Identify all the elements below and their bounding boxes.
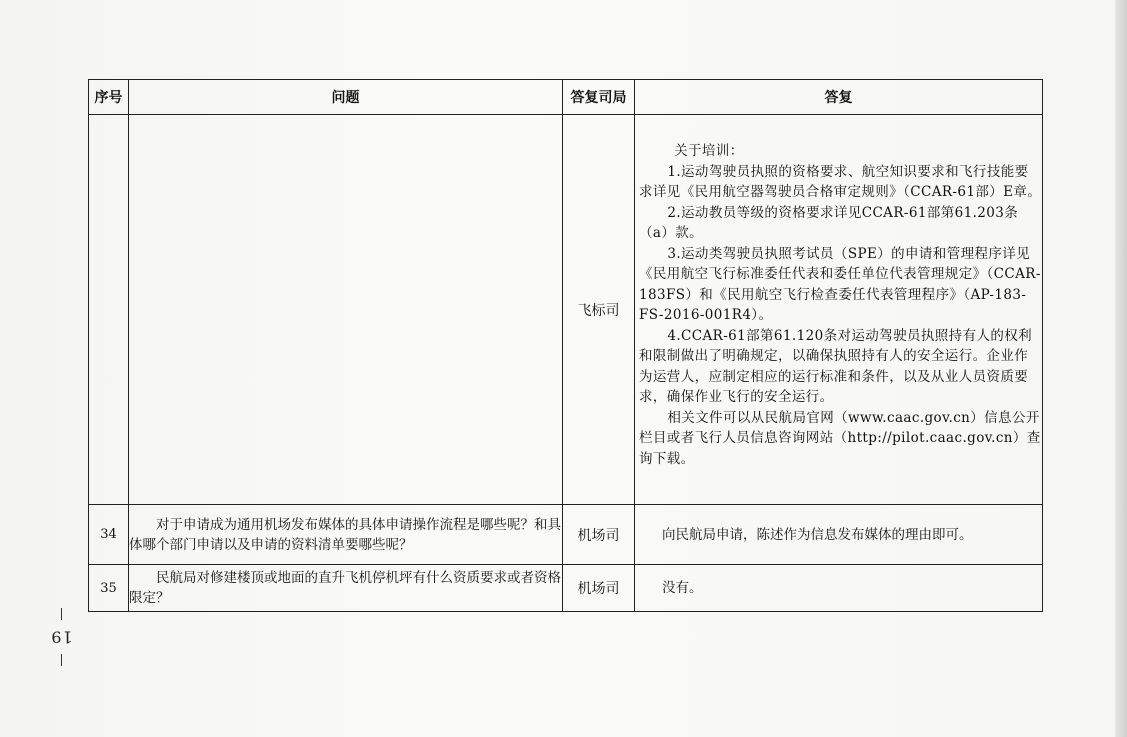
qa-table: [88, 79, 1043, 612]
row-question: [129, 115, 563, 505]
page-number: [48, 608, 74, 672]
header-question: 问题: [129, 80, 563, 115]
answer-line: 1.运动驾驶员执照的资格要求、航空知识要求和飞行技能要求详见《民用航空器驾驶员合格审定规则》（CCAR-61部）E章。: [639, 163, 1042, 200]
answer-line: 4.CCAR-61部第61.120条对运动驾驶员执照持有人的权利和限制做出了明确规定，以确保执照持有人的安全运行。企业作为运营人，应制定相应的运行标准和条件，以及从业人员资质要求，确保作业飞行的安全运行。: [639, 327, 1033, 405]
answer-line: 2.运动教员等级的资格要求详见CCAR-61部第61.203条（a）款。: [639, 204, 1019, 241]
row-question: 对于申请成为通用机场发布媒体的具体申请操作流程是哪些呢？和具体哪个部门申请以及申请的资料清单要哪些呢？: [129, 505, 563, 565]
row-answer: [635, 115, 1043, 505]
answer-line: 相关文件可以从民航局官网（www.caac.gov.cn）信息公开栏目或者飞行人员信息咨询网站（http://pilot.caac.gov.cn）查询下载。: [639, 409, 1041, 467]
header-answer: 答复: [635, 80, 1043, 115]
row-answer: 没有。: [635, 565, 1043, 612]
row-number: 35: [89, 565, 129, 612]
table-row: [89, 565, 1043, 612]
table-header-row: [89, 80, 1043, 115]
page-number-dash: [61, 654, 62, 666]
answer-line: 3.运动类驾驶员执照考试员（SPE）的申请和管理程序详见《民用航空飞行标准委任代表和委任单位代表管理规定》（CCAR-183FS）和《民用航空飞行检查委任代表管理程序》（AP-183-FS-2016-001R4）。: [639, 245, 1041, 323]
row-question: 民航局对修建楼顶或地面的直升飞机停机坪有什么资质要求或者资格限定？: [129, 565, 563, 612]
header-department: 答复司局: [563, 80, 635, 115]
page-number-dash: [61, 608, 62, 620]
row-department: 机场司: [563, 565, 635, 612]
header-number: 序号: [89, 80, 129, 115]
page-edge: [1115, 0, 1127, 737]
row-department: 机场司: [563, 505, 635, 565]
table-row: [89, 505, 1043, 565]
row-number: [89, 115, 129, 505]
table-row: [89, 115, 1043, 505]
answer-line: 关于培训：: [674, 143, 744, 159]
page-number-value: 19: [49, 627, 73, 647]
row-number: 34: [89, 505, 129, 565]
row-answer: 向民航局申请，陈述作为信息发布媒体的理由即可。: [635, 505, 1043, 565]
row-department: 飞标司: [563, 115, 635, 505]
